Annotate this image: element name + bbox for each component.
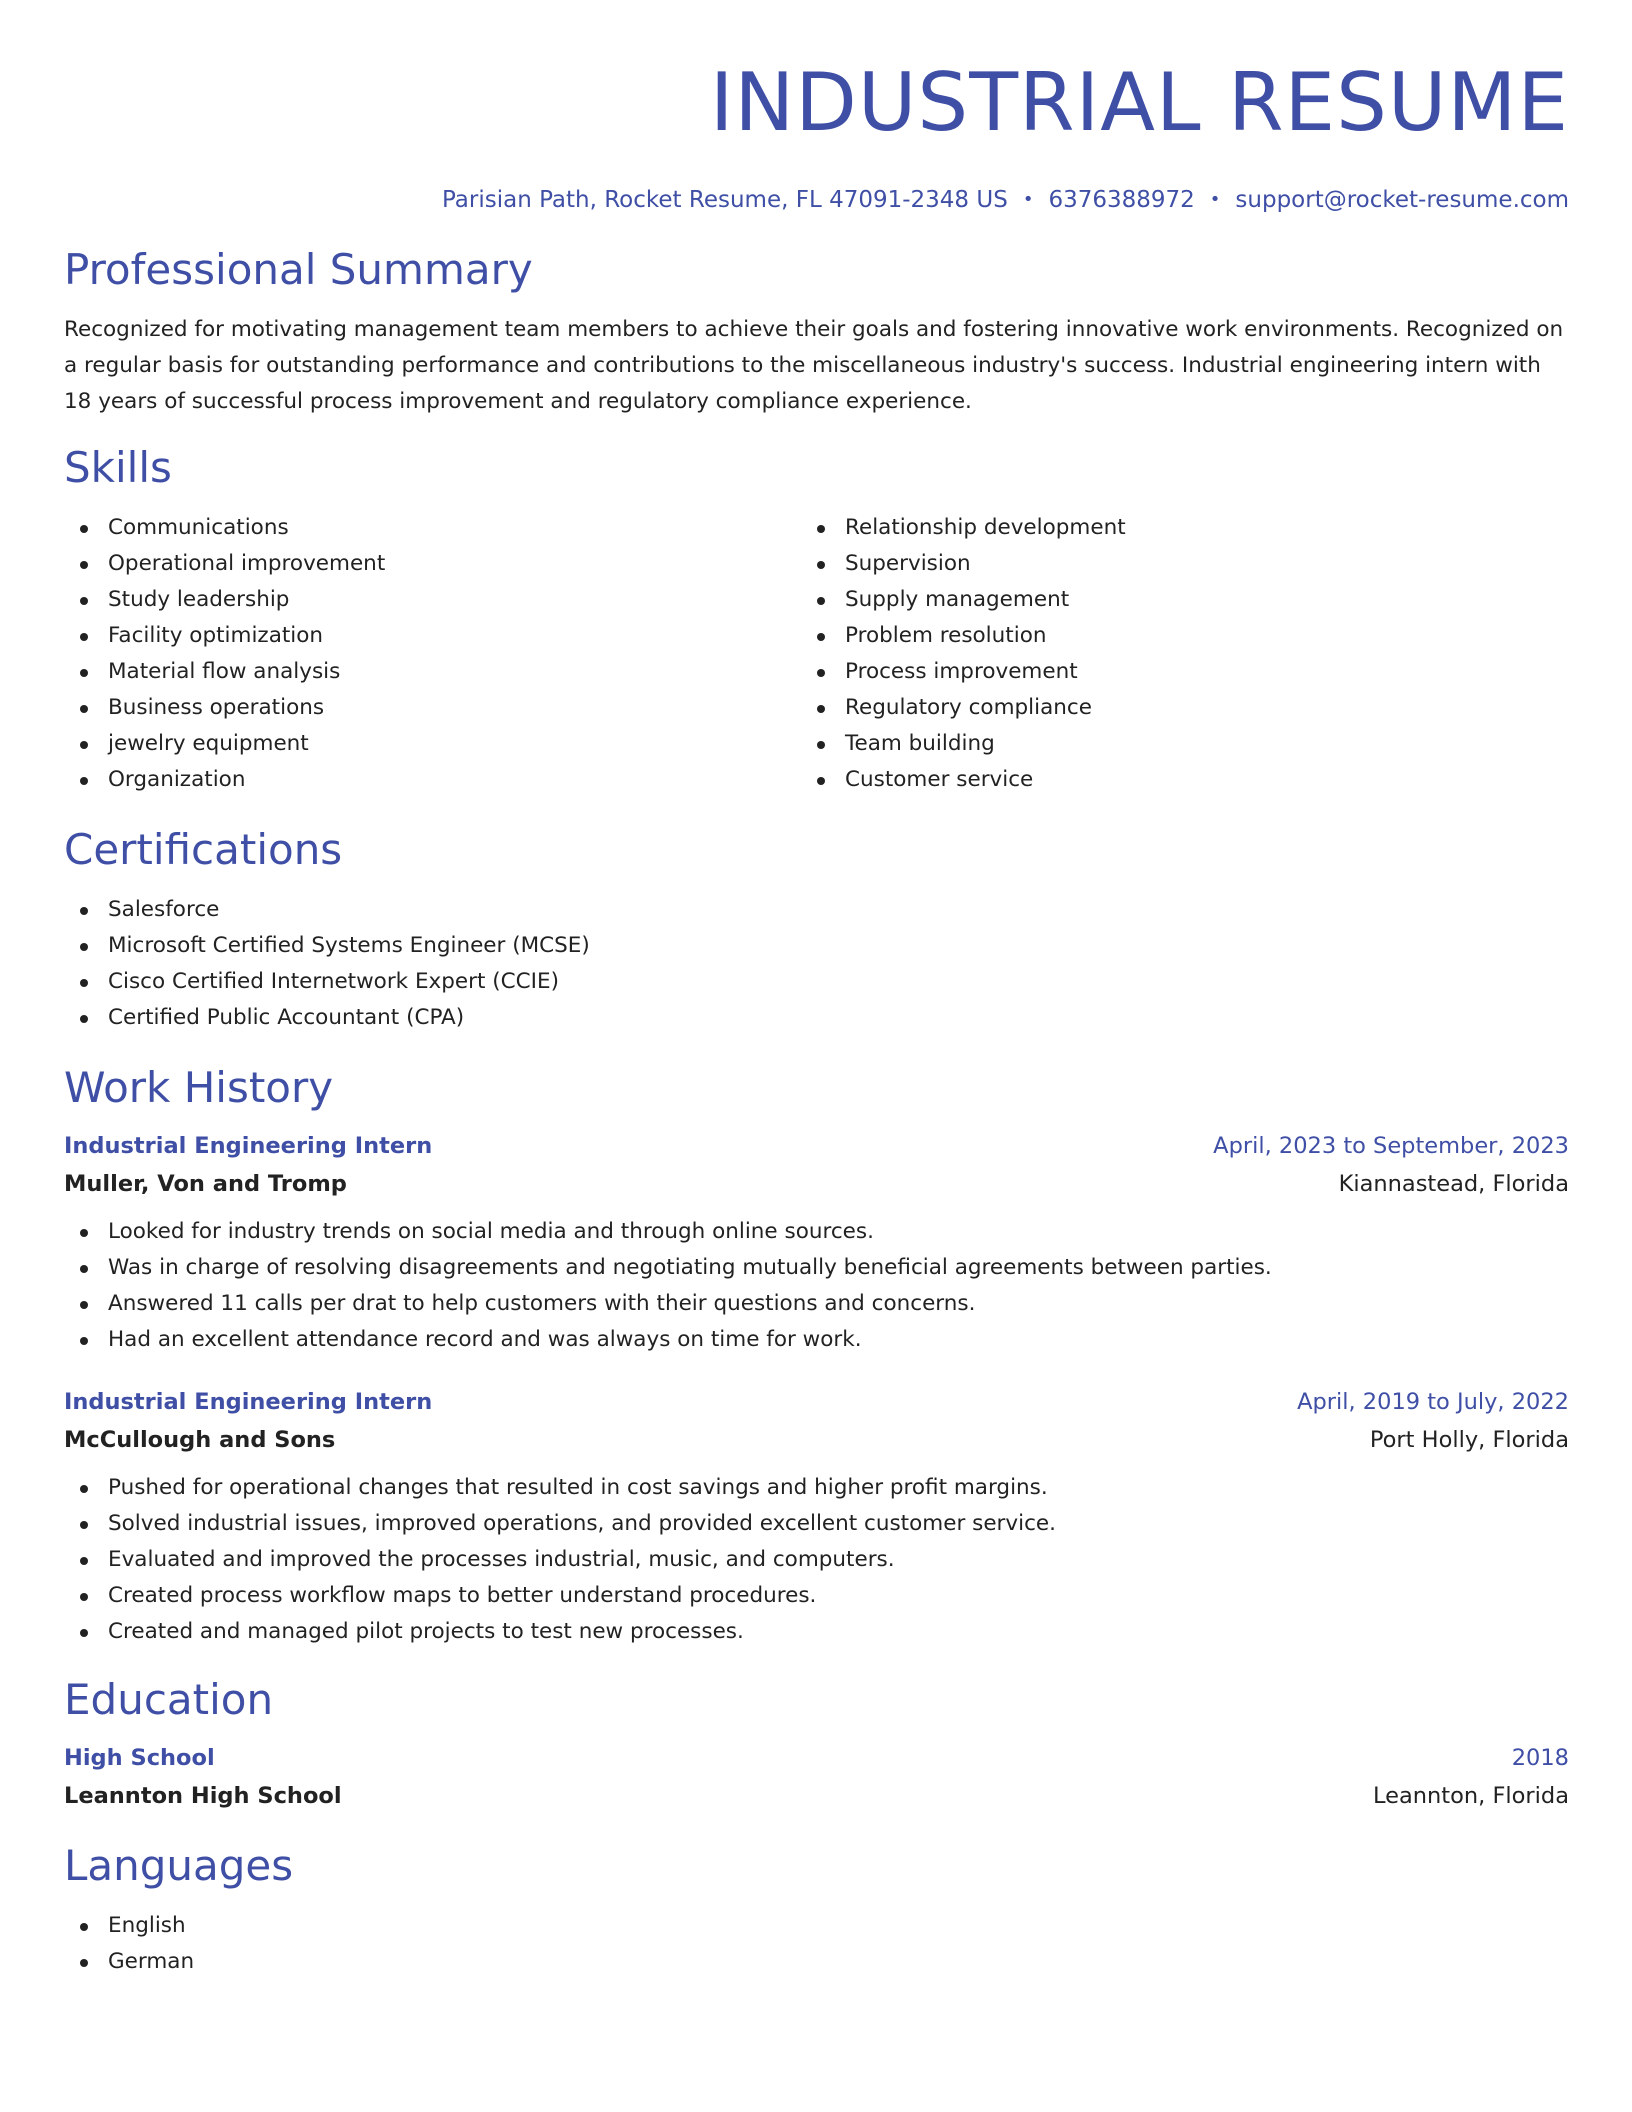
job-duty-item: Created and managed pilot projects to test new processes. [64,1614,1569,1650]
skills-list-right [801,510,1538,798]
job-employer-row [64,1420,1569,1460]
skill-item: Operational improvement [64,546,801,582]
skill-item: Customer service [801,762,1538,798]
skill-item: Business operations [64,690,801,726]
skill-item: Process improvement [801,654,1538,690]
skill-item: Material flow analysis [64,654,801,690]
job-employer: Muller, Von and Tromp [64,1171,347,1197]
education-section [64,1672,1569,1816]
languages-heading: Languages [64,1841,294,1890]
job-employer: McCullough and Sons [64,1427,336,1453]
education-degree: High School [64,1745,215,1771]
summary-heading: Professional Summary [64,245,533,294]
language-item: English [64,1908,1569,1944]
job-duty-item: Solved industrial issues, improved operations, and provided excellent customer service. [64,1506,1569,1542]
job-duty-item: Was in charge of resolving disagreements and negotiating mutually beneficial agreements between parties. [64,1250,1569,1286]
education-degree-row [64,1740,1569,1776]
education-entry [64,1740,1569,1816]
education-year: 2018 [1511,1745,1569,1771]
job-title-row [64,1128,1569,1164]
skill-item: jewelry equipment [64,726,801,762]
job-duty-item: Answered 11 calls per drat to help customers with their questions and concerns. [64,1286,1569,1322]
education-location: Leannton, Florida [1373,1783,1569,1809]
skill-item: Communications [64,510,801,546]
job-duty-item: Looked for industry trends on social media and through online sources. [64,1214,1569,1250]
skills-list-left [64,510,801,798]
skill-item: Regulatory compliance [801,690,1538,726]
contact-email: support@rocket-resume.com [1235,187,1569,213]
job-dates: April, 2019 to July, 2022 [1297,1389,1569,1415]
skills-heading: Skills [64,443,172,492]
summary-section [64,242,1569,420]
separator-dot: • [1022,189,1034,210]
summary-text: Recognized for motivating management team members to achieve their goals and fostering innovative work environments. Recognized on a regular basis for outstanding performance and contributions to the miscellaneous industry's success. Industrial engineering intern with 18 years of successful process improvement and regulatory compliance experience. [64,317,1564,414]
certification-item: Cisco Certified Internetwork Expert (CCIE) [64,964,1569,1000]
skills-column-left [64,510,801,798]
language-item: German [64,1944,1569,1980]
education-school-row [64,1776,1569,1816]
job-title: Industrial Engineering Intern [64,1389,433,1415]
skill-item: Team building [801,726,1538,762]
job-duty-item: Pushed for operational changes that resulted in cost savings and higher profit margins. [64,1470,1569,1506]
languages-list [64,1908,1569,1980]
skill-item: Relationship development [801,510,1538,546]
resume-header [64,50,1569,216]
skill-item: Facility optimization [64,618,801,654]
work-history-heading: Work History [64,1063,334,1112]
resume-title: INDUSTRIAL RESUME [709,56,1569,149]
job-dates: April, 2023 to September, 2023 [1213,1133,1569,1159]
certification-item: Microsoft Certified Systems Engineer (MCSE) [64,928,1569,964]
languages-section [64,1838,1569,1980]
job-entry [64,1128,1569,1358]
skills-column-right [801,510,1538,798]
education-heading: Education [64,1675,274,1724]
contact-phone: 6376388972 [1048,187,1195,213]
job-location: Kiannastead, Florida [1338,1171,1569,1197]
job-title-row [64,1384,1569,1420]
skill-item: Supply management [801,582,1538,618]
contact-address: Parisian Path, Rocket Resume, FL 47091-2348 US [441,187,1008,213]
skill-item: Problem resolution [801,618,1538,654]
job-title: Industrial Engineering Intern [64,1133,433,1159]
job-duty-item: Evaluated and improved the processes industrial, music, and computers. [64,1542,1569,1578]
certifications-list [64,892,1569,1036]
certifications-section [64,822,1569,1036]
job-duties-list [64,1214,1569,1358]
job-duties-list [64,1470,1569,1650]
certification-item: Certified Public Accountant (CPA) [64,1000,1569,1036]
job-duty-item: Had an excellent attendance record and was always on time for work. [64,1322,1569,1358]
certifications-heading: Certifications [64,825,343,874]
skill-item: Organization [64,762,801,798]
separator-dot: • [1209,189,1221,210]
job-employer-row [64,1164,1569,1204]
skills-section [64,440,1569,798]
education-school: Leannton High School [64,1783,342,1809]
skills-grid [64,510,1569,798]
contact-line [64,184,1569,216]
certification-item: Salesforce [64,892,1569,928]
job-duty-item: Created process workflow maps to better understand procedures. [64,1578,1569,1614]
skill-item: Supervision [801,546,1538,582]
skill-item: Study leadership [64,582,801,618]
job-entry [64,1384,1569,1650]
work-history-section [64,1060,1569,1650]
job-location: Port Holly, Florida [1369,1427,1569,1453]
